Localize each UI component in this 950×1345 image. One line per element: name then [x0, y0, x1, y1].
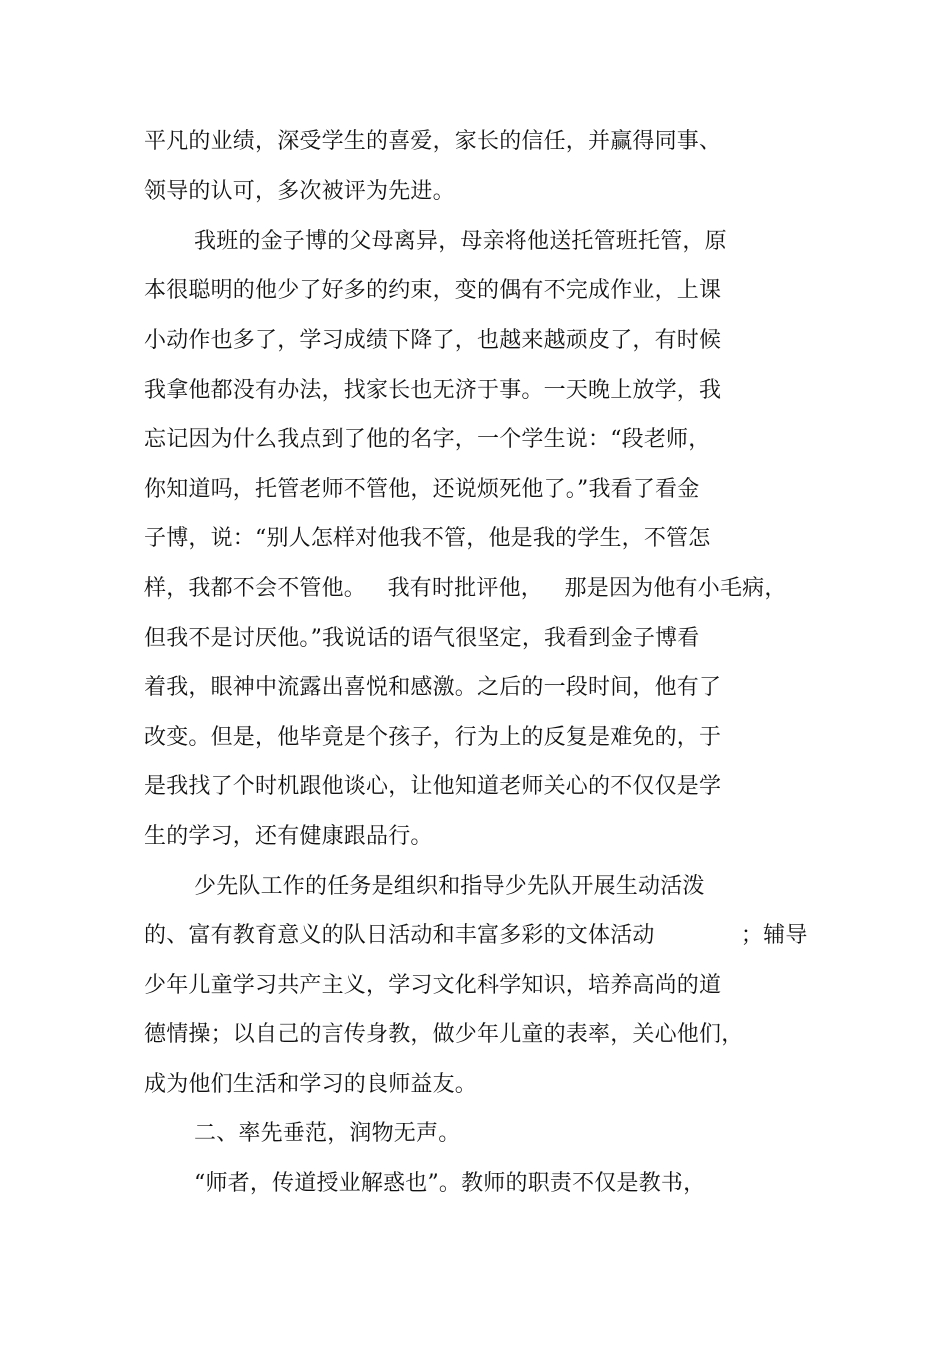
text-line: 忘记因为什么我点到了他的名字，一个学生说：“段老师， — [144, 427, 711, 452]
section-heading: 二、率先垂范，润物无声。 — [194, 1121, 461, 1146]
text-line: 成为他们生活和学习的良师益友。 — [144, 1072, 478, 1097]
text-line: 少年儿童学习共产主义，学习文化科学知识，培养高尚的道 — [144, 973, 722, 998]
text-line: 德情操；以自己的言传身教，做少年儿童的表率，关心他们， — [144, 1022, 744, 1047]
text-line: 但我不是讨厌他。”我说话的语气很坚定，我看到金子博看 — [144, 626, 700, 651]
paragraph-first-line: “师者，传道授业解惑也”。教师的职责不仅是教书， — [194, 1171, 706, 1196]
text-line: 是我找了个时机跟他谈心，让他知道老师关心的不仅仅是学 — [144, 774, 722, 799]
text-line: 着我，眼神中流露出喜悦和感激。之后的一段时间，他有了 — [144, 675, 722, 700]
text-line: 本很聪明的他少了好多的约束，变的偶有不完成作业，上课 — [144, 278, 722, 303]
text-line: 领导的认可，多次被评为先进。 — [144, 179, 455, 204]
paragraph-first-line: 我班的金子博的父母离异，母亲将他送托管班托管，原 — [194, 229, 727, 254]
text-line: 改变。但是，他毕竟是个孩子，行为上的反复是难免的，于 — [144, 725, 722, 750]
paragraph-first-line: 少先队工作的任务是组织和指导少先队开展生动活泼 — [194, 874, 705, 899]
text-line: 的、富有教育意义的队日活动和丰富多彩的文体活动 ；辅导 — [144, 923, 808, 948]
text-line: 样，我都不会不管他。 我有时批评他， 那是因为他有小毛病， — [144, 576, 787, 601]
text-line: 平凡的业绩，深受学生的喜爱，家长的信任，并赢得同事、 — [144, 129, 722, 154]
text-line: 你知道吗，托管老师不管他，还说烦死他了。”我看了看金 — [144, 477, 700, 502]
text-line: 我拿他都没有办法，找家长也无济于事。一天晚上放学，我 — [144, 378, 722, 403]
text-line: 子博，说：“别人怎样对他我不管，他是我的学生，不管怎 — [144, 526, 711, 551]
text-line: 小动作也多了，学习成绩下降了，也越来越顽皮了，有时候 — [144, 328, 722, 353]
text-line: 生的学习，还有健康跟品行。 — [144, 824, 433, 849]
